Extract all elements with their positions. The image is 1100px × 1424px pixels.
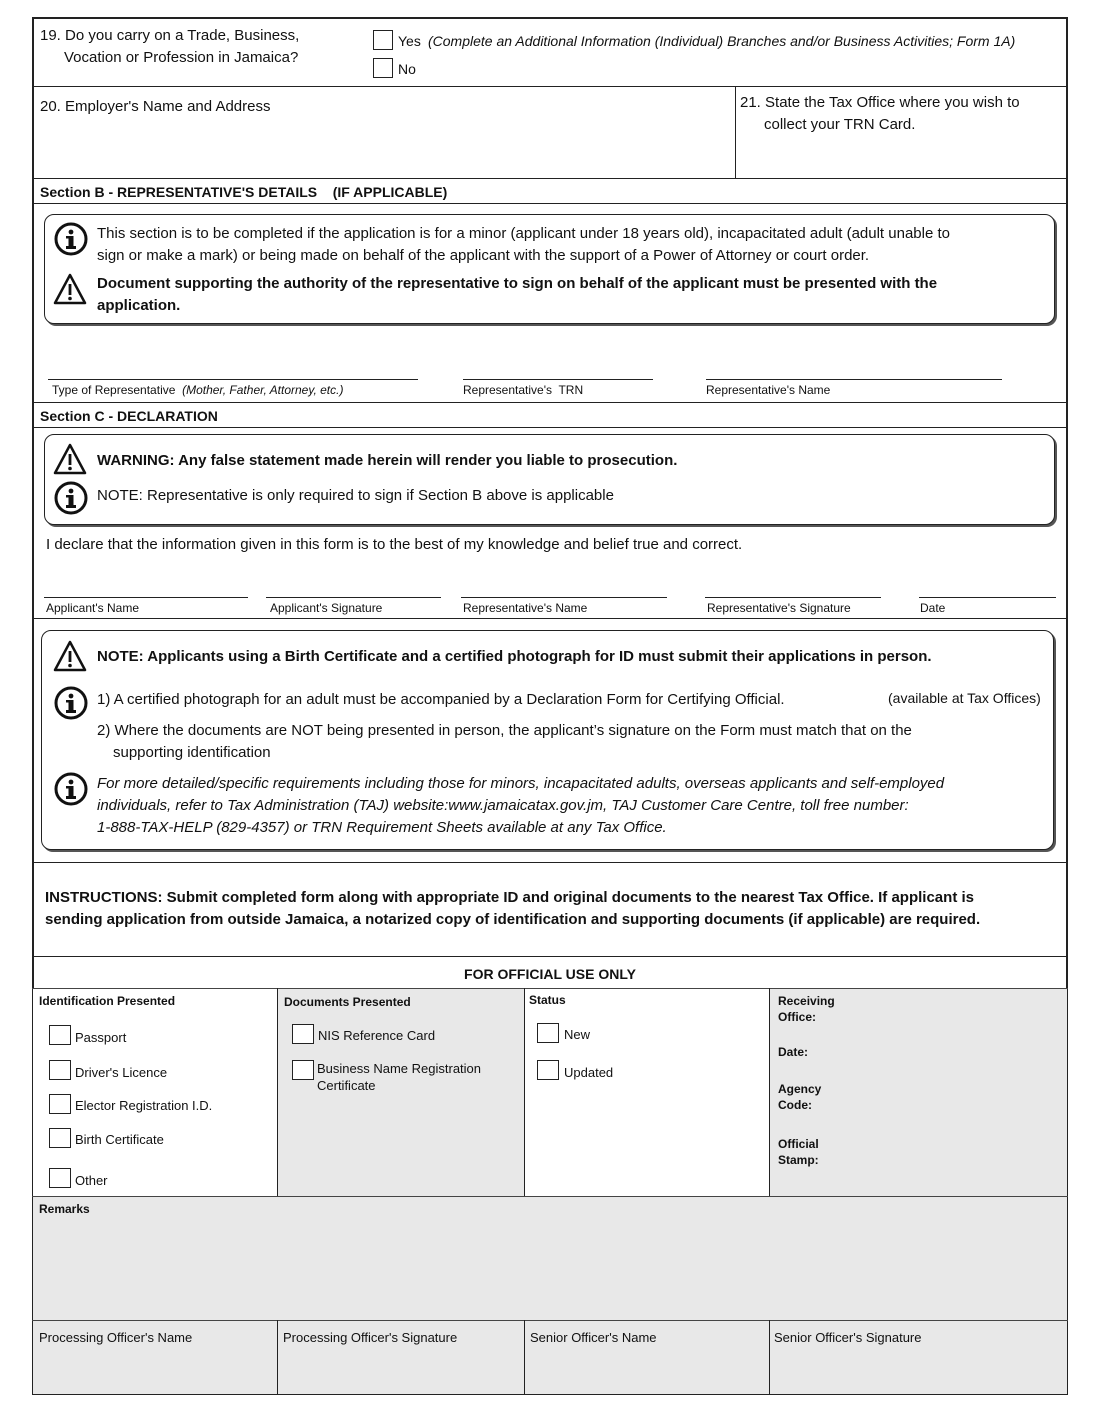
- status-header: Status: [529, 993, 566, 1007]
- section-b-warning-text: Document supporting the authority of the representative to sign on behalf of the applicant must be presented with the application.: [97, 275, 938, 314]
- senior-officer-name-label: Senior Officer's Name: [530, 1330, 657, 1345]
- business-name-checkbox[interactable]: [292, 1060, 314, 1080]
- representative-signature-line[interactable]: [705, 597, 881, 598]
- date-field-label: Date:: [778, 1045, 809, 1059]
- status-new-label: New: [564, 1027, 591, 1042]
- other-label: Other: [75, 1173, 108, 1188]
- passport-label: Passport: [75, 1030, 127, 1045]
- status-updated-checkbox[interactable]: [537, 1060, 559, 1080]
- date-line[interactable]: [919, 597, 1056, 598]
- status-updated-label: Updated: [564, 1065, 614, 1080]
- documents-header: Documents Presented: [284, 995, 411, 1009]
- agency-code-label: Agency Code:: [778, 1082, 822, 1112]
- elector-registration-label: Elector Registration I.D.: [75, 1098, 213, 1113]
- info-icon: [54, 686, 88, 720]
- birth-certificate-label: Birth Certificate: [75, 1132, 164, 1147]
- representative-name-line[interactable]: [706, 379, 1002, 380]
- notes-more-info: For more detailed/specific requirements including those for minors, incapacitated adults, overseas applicants and self-employed individuals, refer to Tax Administration (TAJ) website:www.jamaicatax.gov.jm, TAJ Customer Care Centre, toll free number: 1-888-TAX-HELP (829-4357) or TRN Requirement Sheets available at any Tax Office.: [97, 775, 945, 836]
- representative-trn-label: Representative's TRN: [463, 383, 584, 397]
- q19-no-checkbox[interactable]: [373, 58, 393, 78]
- processing-officer-signature-label: Processing Officer's Signature: [283, 1330, 458, 1345]
- processing-officer-name-label: Processing Officer's Name: [39, 1330, 193, 1345]
- section-c-warning-text: WARNING: Any false statement made herein will render you liable to prosecution.: [97, 452, 678, 469]
- notes-item-1-side: (available at Tax Offices): [888, 690, 1041, 706]
- q19-yes-checkbox[interactable]: [373, 30, 393, 50]
- section-c-note-text: NOTE: Representative is only required to sign if Section B above is applicable: [97, 487, 614, 504]
- representative-name-line[interactable]: [461, 597, 667, 598]
- q19-yes-label: Yes: [398, 33, 421, 49]
- instructions: INSTRUCTIONS: Submit completed form along with appropriate ID and original documents to the nearest Tax Office. If applicant is sending application from outside Jamaica, a notarized copy of identification and supporting documents (if applicable) are required.: [45, 889, 981, 928]
- section-c-title: Section C - DECLARATION: [40, 408, 218, 424]
- section-b-info-text: This section is to be completed if the application is for a minor (applicant under 18 years old), incapacitated adult (adult unable to sign or make a mark) or being made on behalf of the applicant with the support of a Power of Attorney or court order.: [97, 225, 950, 264]
- q19-label: 19. Do you carry on a Trade, Business, Vocation or Profession in Jamaica?: [40, 27, 300, 66]
- warning-icon: [53, 273, 87, 305]
- business-name-label: Business Name Registration Certificate: [317, 1061, 482, 1093]
- warning-icon: [53, 640, 87, 672]
- senior-officer-signature-label: Senior Officer's Signature: [774, 1330, 922, 1345]
- q19-yes-note: (Complete an Additional Information (Individual) Branches and/or Business Activities; Form 1A): [428, 33, 1016, 49]
- receiving-office-label: Receiving Office:: [778, 994, 835, 1024]
- drivers-licence-label: Driver's Licence: [75, 1065, 168, 1080]
- type-of-representative-line[interactable]: [48, 379, 418, 380]
- drivers-licence-checkbox[interactable]: [49, 1060, 71, 1080]
- representative-name-label: Representative's Name: [463, 601, 588, 615]
- elector-registration-checkbox[interactable]: [49, 1094, 71, 1114]
- declaration-text: I declare that the information given in this form is to the best of my knowledge and belief true and correct.: [46, 536, 743, 553]
- section-c-warning-box: [44, 434, 1055, 525]
- birth-certificate-checkbox[interactable]: [49, 1128, 71, 1148]
- notes-item-2: 2) Where the documents are NOT being presented in person, the applicant’s signature on the Form must match that on the supporting identification: [97, 722, 912, 761]
- notes-item-1: 1) A certified photograph for an adult must be accompanied by a Declaration Form for Certifying Official.: [97, 691, 785, 708]
- official-use-title: FOR OFFICIAL USE ONLY: [464, 966, 636, 982]
- applicant-signature-label: Applicant's Signature: [270, 601, 383, 615]
- remarks-field[interactable]: [40, 1220, 1060, 1315]
- applicant-name-label: Applicant's Name: [46, 601, 139, 615]
- representative-trn-line[interactable]: [463, 379, 653, 380]
- section-b-title: Section B - REPRESENTATIVE'S DETAILS (IF APPLICABLE): [40, 184, 448, 200]
- notes-bold-text: NOTE: Applicants using a Birth Certificate and a certified photograph for ID must submit their applications in person.: [97, 648, 932, 665]
- other-checkbox[interactable]: [49, 1168, 71, 1188]
- nis-card-checkbox[interactable]: [292, 1024, 314, 1044]
- status-new-checkbox[interactable]: [537, 1023, 559, 1043]
- nis-card-label: NIS Reference Card: [318, 1028, 436, 1043]
- tax-office-field[interactable]: [740, 140, 1062, 174]
- remarks-label: Remarks: [39, 1202, 90, 1216]
- applicant-name-line[interactable]: [44, 597, 248, 598]
- official-stamp-label: Official Stamp:: [778, 1137, 819, 1167]
- representative-signature-label: Representative's Signature: [707, 601, 851, 615]
- type-of-representative-label: Type of Representative (Mother, Father, Attorney, etc.): [52, 383, 344, 397]
- warning-icon: [53, 443, 87, 475]
- representative-name-label: Representative's Name: [706, 383, 831, 397]
- info-icon: [54, 481, 88, 515]
- q19-no-label: No: [398, 61, 416, 77]
- identification-header: Identification Presented: [39, 994, 176, 1008]
- employer-field[interactable]: [40, 120, 730, 174]
- q20-label: 20. Employer's Name and Address: [40, 98, 271, 115]
- info-icon: [54, 772, 88, 806]
- info-icon: [54, 222, 88, 256]
- date-label: Date: [920, 601, 946, 615]
- applicant-signature-line[interactable]: [266, 597, 441, 598]
- passport-checkbox[interactable]: [49, 1025, 71, 1045]
- q21-label: 21. State the Tax Office where you wish to collect your TRN Card.: [740, 94, 1020, 133]
